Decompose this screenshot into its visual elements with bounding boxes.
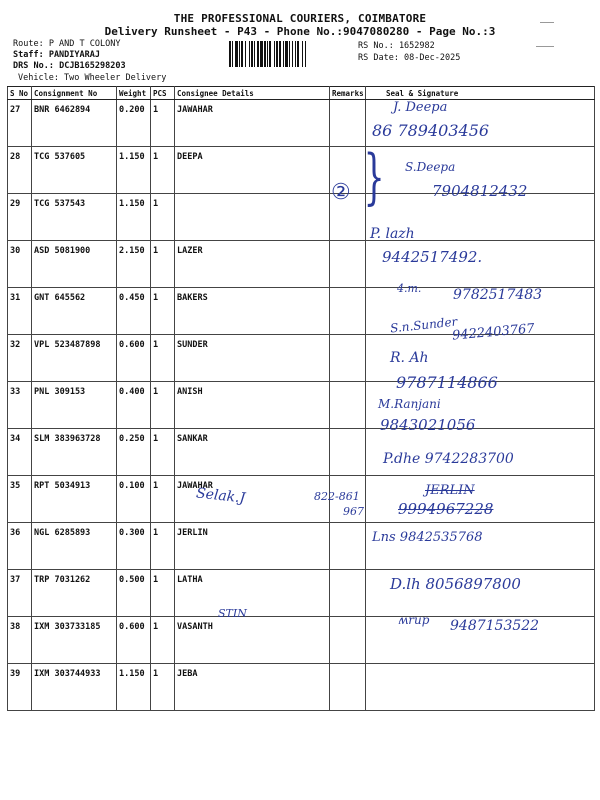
row-weight: 1.150 [117,147,151,194]
row-pcs: 1 [151,147,175,194]
handwritten-note: D.lh 8056897800 [390,575,521,593]
row-weight: 2.150 [117,241,151,288]
row-sno: 38 [8,617,32,664]
row-sno: 29 [8,194,32,241]
row-consignee: VASANTH [175,617,330,664]
row-weight: 1.150 [117,194,151,241]
row-consignment: TCG 537543 [32,194,117,241]
row-consignment: PNL 309153 [32,382,117,429]
company-title: THE PROFESSIONAL COURIERS, COIMBATORE [173,12,427,25]
encircled-mark: ② [331,180,351,205]
row-weight: 0.200 [117,100,151,147]
handwritten-phone: 86 789403456 [372,121,490,140]
row-pcs: 1 [151,335,175,382]
row-sno: 36 [8,523,32,570]
handwritten-phone: 9782517483 [453,287,543,303]
row-consignment: GNT 645562 [32,288,117,335]
handwritten-phone: 7904812432 [432,182,528,200]
row-consignee: DEEPA [175,147,330,194]
row-remarks [330,570,366,617]
handwritten-phone: 9787114866 [396,373,498,392]
handwritten-phone: 9422403767 [451,321,536,344]
signature: M.Ranjani [378,397,441,411]
signature: P. lazh [370,226,415,242]
row-signature [366,664,595,711]
row-sno: 27 [8,100,32,147]
row-sno: 31 [8,288,32,335]
row-consignee: LATHA [175,570,330,617]
row-consignee: LAZER [175,241,330,288]
row-remarks [330,617,366,664]
row-consignee: JERLIN [175,523,330,570]
signature: 4.m. [397,282,422,295]
row-remarks [330,523,366,570]
handwritten-phone: 9994967228 [398,500,494,518]
row-weight: 0.250 [117,429,151,476]
row-consignment: ASD 5081900 [32,241,117,288]
row-consignee: SANKAR [175,429,330,476]
table-row [8,382,595,429]
col-consignee: Consignee Details [175,87,330,100]
row-weight: 0.450 [117,288,151,335]
signature: Selak.J [195,485,246,507]
row-pcs: 1 [151,476,175,523]
table-row [8,335,595,382]
row-weight: 1.150 [117,664,151,711]
row-sno: 35 [8,476,32,523]
row-consignment: TRP 7031262 [32,570,117,617]
row-consignment: NGL 6285893 [32,523,117,570]
route-label: Route: P AND T COLONY [13,39,121,49]
row-sno: 32 [8,335,32,382]
margin-mark [536,46,554,47]
row-remarks [330,288,366,335]
barcode [229,41,353,67]
row-pcs: 1 [151,288,175,335]
table-row [8,523,595,570]
rs-number: RS No.: 1652982 [358,41,435,51]
row-weight: 0.600 [117,617,151,664]
row-pcs: 1 [151,523,175,570]
handwritten-note: P.dhe 9742283700 [383,451,514,467]
handwritten-note: 967 [343,505,364,518]
row-weight: 0.100 [117,476,151,523]
row-pcs: 1 [151,429,175,476]
row-consignee: JAWAHAR [175,476,330,523]
row-consignee [175,194,330,241]
row-consignment: BNR 6462894 [32,100,117,147]
row-weight: 0.300 [117,523,151,570]
handwritten-phone: 9843021056 [380,416,476,434]
row-consignment: IXM 303733185 [32,617,117,664]
signature: ʍrup [398,613,430,627]
row-weight: 0.600 [117,335,151,382]
handwritten-phone: 9487153522 [450,618,540,634]
row-pcs: 1 [151,617,175,664]
row-remarks [330,241,366,288]
table-row [8,100,595,147]
row-consignee: SUNDER [175,335,330,382]
handwritten-phone: 9442517492. [382,248,483,266]
row-remarks [330,429,366,476]
signature: S.Deepa [405,160,456,174]
col-consignment: Consignment No [32,87,117,100]
row-pcs: 1 [151,100,175,147]
row-sno: 39 [8,664,32,711]
signature: R. Ah [390,350,429,366]
signature: JERLIN [425,483,475,498]
drs-value: DCJB165298203 [59,61,126,71]
table-header-row [8,87,595,100]
drs-line [13,61,126,71]
row-sno: 33 [8,382,32,429]
row-remarks [330,100,366,147]
row-consignment: RPT 5034913 [32,476,117,523]
brace-mark: } [363,142,385,212]
row-pcs: 1 [151,382,175,429]
table-row [8,241,595,288]
row-sno: 34 [8,429,32,476]
handwritten-note: 822-861 [314,490,360,503]
drs-label: DRS No.: [13,61,54,71]
row-consignee: ANISH [175,382,330,429]
row-pcs: 1 [151,241,175,288]
row-consignee: JAWAHAR [175,100,330,147]
margin-mark [540,22,554,23]
table-row [8,476,595,523]
col-pcs: PCS [151,87,175,100]
row-remarks [330,664,366,711]
col-remarks: Remarks [330,87,366,100]
row-consignment: SLM 383963728 [32,429,117,476]
vehicle-label: Vehicle: Two Wheeler Delivery [18,73,167,83]
row-consignee: JEBA [175,664,330,711]
signature: S.n.Sunder [389,314,458,336]
row-pcs: 1 [151,194,175,241]
rs-date: RS Date: 08-Dec-2025 [358,53,461,63]
row-weight: 0.400 [117,382,151,429]
staff-label: Staff: PANDIYARAJ [13,50,100,60]
signature: J. Deepa [393,100,448,115]
handwritten-note: STIN [218,607,247,620]
row-sno: 28 [8,147,32,194]
row-consignee: BAKERS [175,288,330,335]
row-remarks [330,382,366,429]
col-weight: Weight [117,87,151,100]
row-pcs: 1 [151,570,175,617]
row-remarks [330,335,366,382]
row-pcs: 1 [151,664,175,711]
runsheet-title: Delivery Runsheet - P43 - Phone No.:9047080280 - Page No.:3 [104,25,496,38]
row-sno: 37 [8,570,32,617]
row-weight: 0.500 [117,570,151,617]
row-consignment: IXM 303744933 [32,664,117,711]
col-signature: Seal & Signature [366,87,595,100]
row-consignment: VPL 523487898 [32,335,117,382]
row-consignment: TCG 537605 [32,147,117,194]
handwritten-note: Lns 9842535768 [372,530,483,545]
col-sno: S No [8,87,32,100]
row-sno: 30 [8,241,32,288]
table-row [8,664,595,711]
table-row [8,194,595,241]
